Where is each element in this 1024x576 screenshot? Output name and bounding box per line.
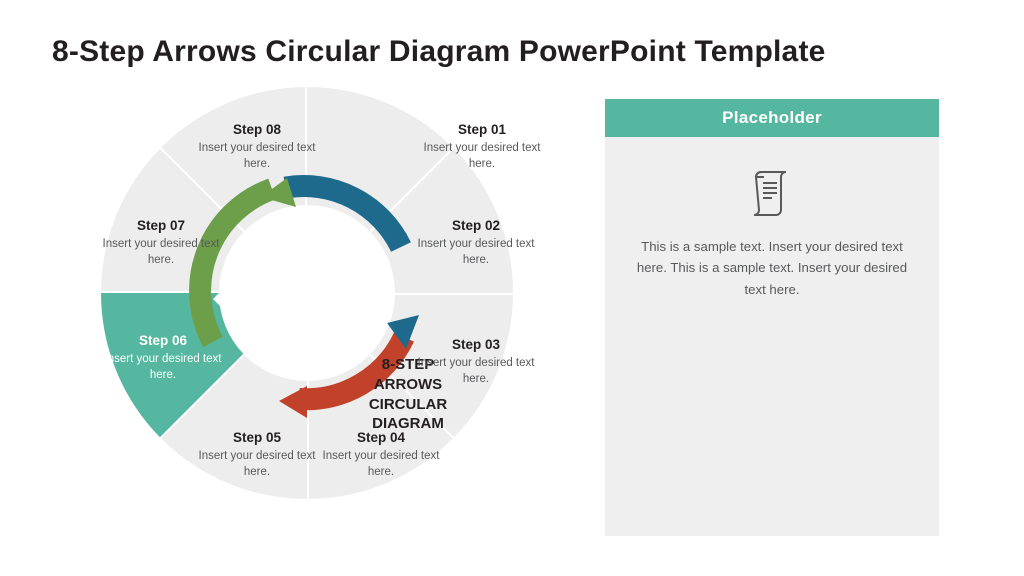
- diagram-svg: [101, 87, 513, 499]
- step-08-title: Step 08: [232, 122, 282, 137]
- step-02-title: Step 02: [451, 218, 501, 233]
- step-07-title: Step 07: [136, 218, 186, 233]
- placeholder-panel: [605, 99, 939, 536]
- step-06-title: Step 06: [138, 333, 188, 348]
- center-line-4: DIAGRAM: [372, 415, 444, 433]
- diagram-center-disc: [221, 207, 393, 379]
- placeholder-panel-text: This is a sample text. Insert your desired text here. This is a sample text. Insert your desired text here.: [636, 239, 908, 297]
- step-03-desc: Insert your desired text here.: [417, 357, 535, 385]
- placeholder-panel-header: Placeholder: [605, 99, 939, 137]
- step-04-title: Step 04: [356, 430, 406, 445]
- step-08-desc: Insert your desired text here.: [198, 142, 316, 170]
- step-03-title: Step 03: [451, 337, 501, 352]
- center-line-1: 8-STEP: [381, 356, 435, 373]
- step-05-desc: Insert your desired text here.: [198, 450, 316, 478]
- page-title: 8-Step Arrows Circular Diagram PowerPoint Template: [52, 35, 826, 68]
- step-06-desc: Insert your desired text here.: [104, 353, 222, 381]
- circular-diagram: [101, 87, 513, 499]
- step-01-title: Step 01: [457, 122, 507, 137]
- center-line-3: CIRCULAR: [368, 395, 448, 413]
- center-line-2: ARROWS: [373, 375, 443, 393]
- step-07-desc: Insert your desired text here.: [102, 238, 220, 266]
- step-01-desc: Insert your desired text here.: [423, 142, 541, 170]
- step-04-desc: Insert your desired text here.: [322, 450, 440, 478]
- document-scroll-icon: [749, 168, 795, 218]
- step-02-desc: Insert your desired text here.: [417, 238, 535, 266]
- step-05-title: Step 05: [232, 430, 282, 445]
